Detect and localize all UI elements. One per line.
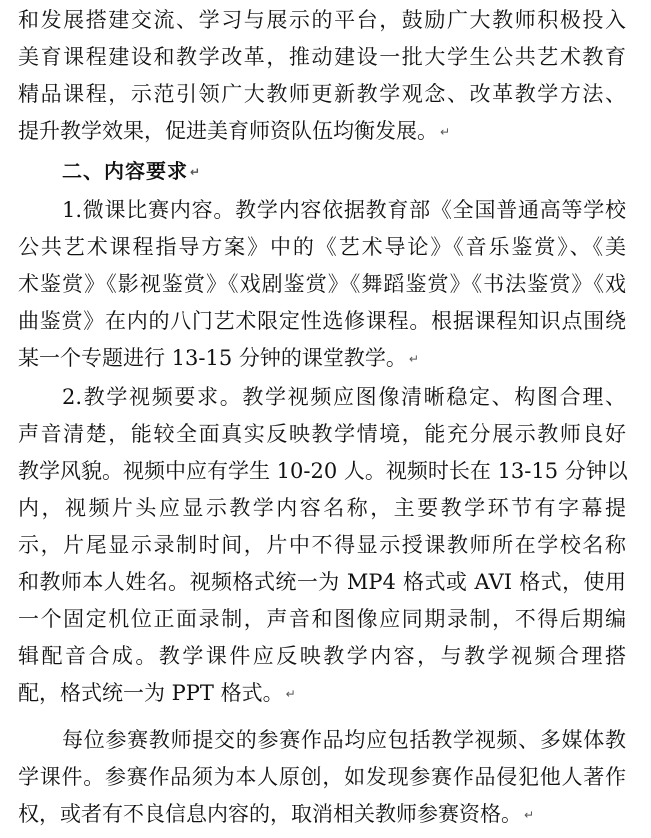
line-text: 术鉴赏》《影视鉴赏》《戏剧鉴赏》《舞蹈鉴赏》《书法鉴赏》《戏 — [18, 272, 626, 296]
text-line — [18, 416, 626, 453]
text-line — [18, 564, 626, 601]
text-line — [18, 76, 626, 113]
line-text: 权，或者有不良信息内容的，取消相关教师参赛资格。 — [18, 802, 522, 826]
text-line — [18, 759, 626, 796]
text-line — [18, 490, 626, 527]
text-line — [18, 638, 626, 675]
line-text: 1.微课比赛内容。教学内容依据教育部《全国普通高等学校 — [62, 198, 626, 222]
paragraph-mark-icon: ↵ — [524, 808, 535, 822]
text-line — [62, 722, 626, 759]
text-line — [18, 340, 428, 377]
line-text: 曲鉴赏》在内的八门艺术限定性选修课程。根据课程知识点围绕 — [18, 309, 626, 333]
line-text: 精品课程，示范引领广大教师更新教学观念、改革教学方法、 — [18, 82, 626, 106]
text-line — [18, 675, 296, 712]
line-text: 一个固定机位正面录制，声音和图像应同期录制，不得后期编 — [18, 607, 626, 631]
text-line — [18, 113, 470, 150]
line-text: 和发展搭建交流、学习与展示的平台，鼓励广大教师积极投入 — [18, 8, 626, 32]
line-text: 美育课程建设和教学改革，推动建设一批大学生公共艺术教育 — [18, 45, 626, 69]
paragraph-mark-icon: ↵ — [285, 687, 296, 701]
text-line — [18, 303, 626, 340]
text-line — [62, 192, 626, 229]
line-text: 配，格式统一为 PPT 格式。 — [18, 681, 284, 705]
text-line — [62, 379, 626, 416]
line-text: 辑配音合成。教学课件应反映教学内容，与教学视频合理搭 — [18, 644, 626, 668]
text-line — [18, 796, 542, 833]
section-heading — [62, 153, 222, 190]
text-line — [18, 453, 626, 490]
text-line — [18, 601, 626, 638]
paragraph-mark-icon: ↵ — [408, 352, 419, 366]
line-text: 内，视频片头应显示教学内容名称，主要教学环节有字幕提 — [18, 496, 626, 520]
text-line — [18, 527, 626, 564]
line-text: 声音清楚，能较全面真实反映教学情境，能充分展示教师良好 — [18, 422, 626, 446]
text-line — [18, 266, 626, 303]
text-line — [18, 229, 626, 266]
paragraph-mark-icon: ↵ — [190, 165, 202, 179]
text-line — [18, 39, 626, 76]
line-text: 2.教学视频要求。教学视频应图像清晰稳定、构图合理、 — [62, 385, 626, 409]
paragraph-mark-icon: ↵ — [440, 125, 451, 139]
line-text: 公共艺术课程指导方案》中的《艺术导论》《音乐鉴赏》、《美 — [18, 235, 626, 259]
line-text: 二、内容要求 — [62, 159, 188, 183]
line-text: 和教师本人姓名。视频格式统一为 MP4 格式或 AVI 格式，使用 — [18, 570, 626, 594]
line-text: 学课件。参赛作品须为本人原创，如发现参赛作品侵犯他人著作 — [18, 765, 626, 789]
line-text: 每位参赛教师提交的参赛作品均应包括教学视频、多媒体教 — [62, 728, 626, 752]
line-text: 某一个专题进行 13-15 分钟的课堂教学。 — [18, 346, 407, 370]
line-text: 提升教学效果，促进美育师资队伍均衡发展。 — [18, 119, 438, 143]
text-line — [18, 2, 626, 39]
line-text: 教学风貌。视频中应有学生 10-20 人。视频时长在 13-15 分钟以 — [18, 459, 628, 483]
line-text: 示，片尾显示录制时间，片中不得显示授课教师所在学校名称 — [18, 533, 626, 557]
